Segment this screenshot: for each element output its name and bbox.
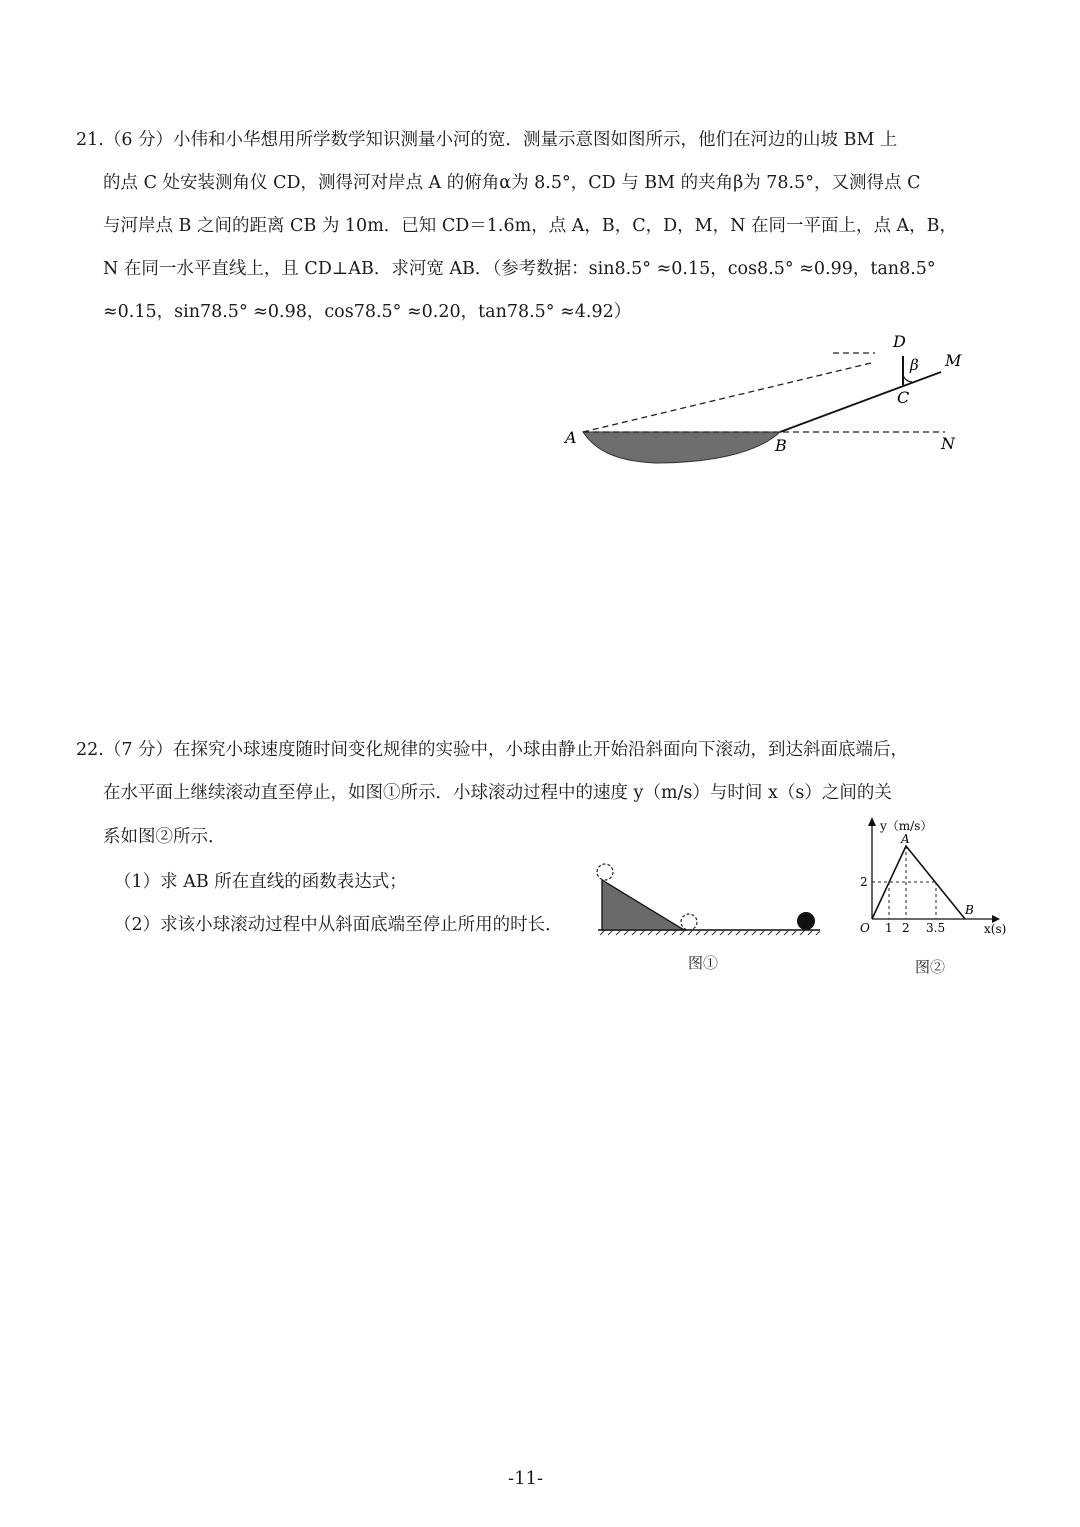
point-B-label: B: [965, 903, 974, 917]
x-axis-label: x(s): [984, 922, 1007, 936]
q22-subquestion-1: （1）求 AB 所在直线的函数表达式；: [114, 872, 407, 892]
label-D: D: [893, 332, 906, 351]
q21-line-1: 21.（6 分）小伟和小华想用所学数学知识测量小河的宽．测量示意图如图所示，他们在河边的山坡 BM 上: [76, 130, 898, 150]
slope-BM: [780, 372, 941, 432]
figure-1-caption: 图①: [688, 954, 719, 972]
x-tick-2: 2: [902, 921, 910, 935]
q21-line-2: 的点 C 处安装测角仪 CD，测得河对岸点 A 的俯角α为 8.5°，CD 与 BM 的夹角β为 78.5°，又测得点 C: [103, 173, 921, 193]
q21-line-3: 与河岸点 B 之间的距离 CB 为 10m．已知 CD＝1.6m，点 A，B，C，D，M，N 在同一平面上，点 A，B，: [103, 216, 958, 236]
label-N: N: [941, 434, 955, 453]
x-tick-3-5: 3.5: [926, 921, 946, 935]
y-tick-2: 2: [860, 875, 868, 889]
ball-middle: [681, 914, 697, 930]
page-number: -11-: [508, 1468, 544, 1489]
ball-end: [797, 912, 815, 930]
x-tick-1: 1: [885, 921, 893, 935]
angle-beta-arc: [903, 375, 912, 382]
river-shape: [583, 432, 780, 463]
label-A: A: [565, 428, 577, 447]
figure-2-caption: 图②: [915, 958, 946, 976]
origin-label: O: [860, 921, 870, 935]
q21-line-4: N 在同一水平直线上，且 CD⊥AB．求河宽 AB．（参考数据：sin8.5° ≈0.15，cos8.5° ≈0.99，tan8.5°: [103, 259, 936, 279]
label-beta: β: [910, 356, 919, 374]
label-C: C: [897, 388, 910, 407]
slope-triangle: [602, 880, 684, 930]
q22-subquestion-2: （2）求该小球滚动过程中从斜面底端至停止所用的时长．: [114, 915, 563, 935]
q22-figure-2: [850, 812, 1020, 942]
label-M: M: [945, 351, 962, 370]
label-B: B: [775, 436, 787, 455]
ball-start: [597, 864, 613, 880]
q21-line-5: ≈0.15，sin78.5° ≈0.98，cos78.5° ≈0.20，tan78.5° ≈4.92）: [103, 302, 632, 322]
q22-line-1: 22.（7 分）在探究小球速度随时间变化规律的实验中，小球由静止开始沿斜面向下滚动，到达斜面底端后，: [76, 740, 909, 760]
sight-line-AD: [583, 363, 871, 432]
point-A-label: A: [901, 832, 910, 846]
y-axis-label: y（m/s）: [880, 819, 933, 833]
q22-line-2: 在水平面上继续滚动直至停止，如图①所示．小球滚动过程中的速度 y（m/s）与时间 x（s）之间的关: [103, 783, 892, 803]
q22-figure-1: [592, 855, 827, 940]
y-axis-arrow: [868, 817, 876, 826]
q21-figure: [555, 325, 985, 475]
q22-line-3: 系如图②所示．: [103, 827, 226, 847]
